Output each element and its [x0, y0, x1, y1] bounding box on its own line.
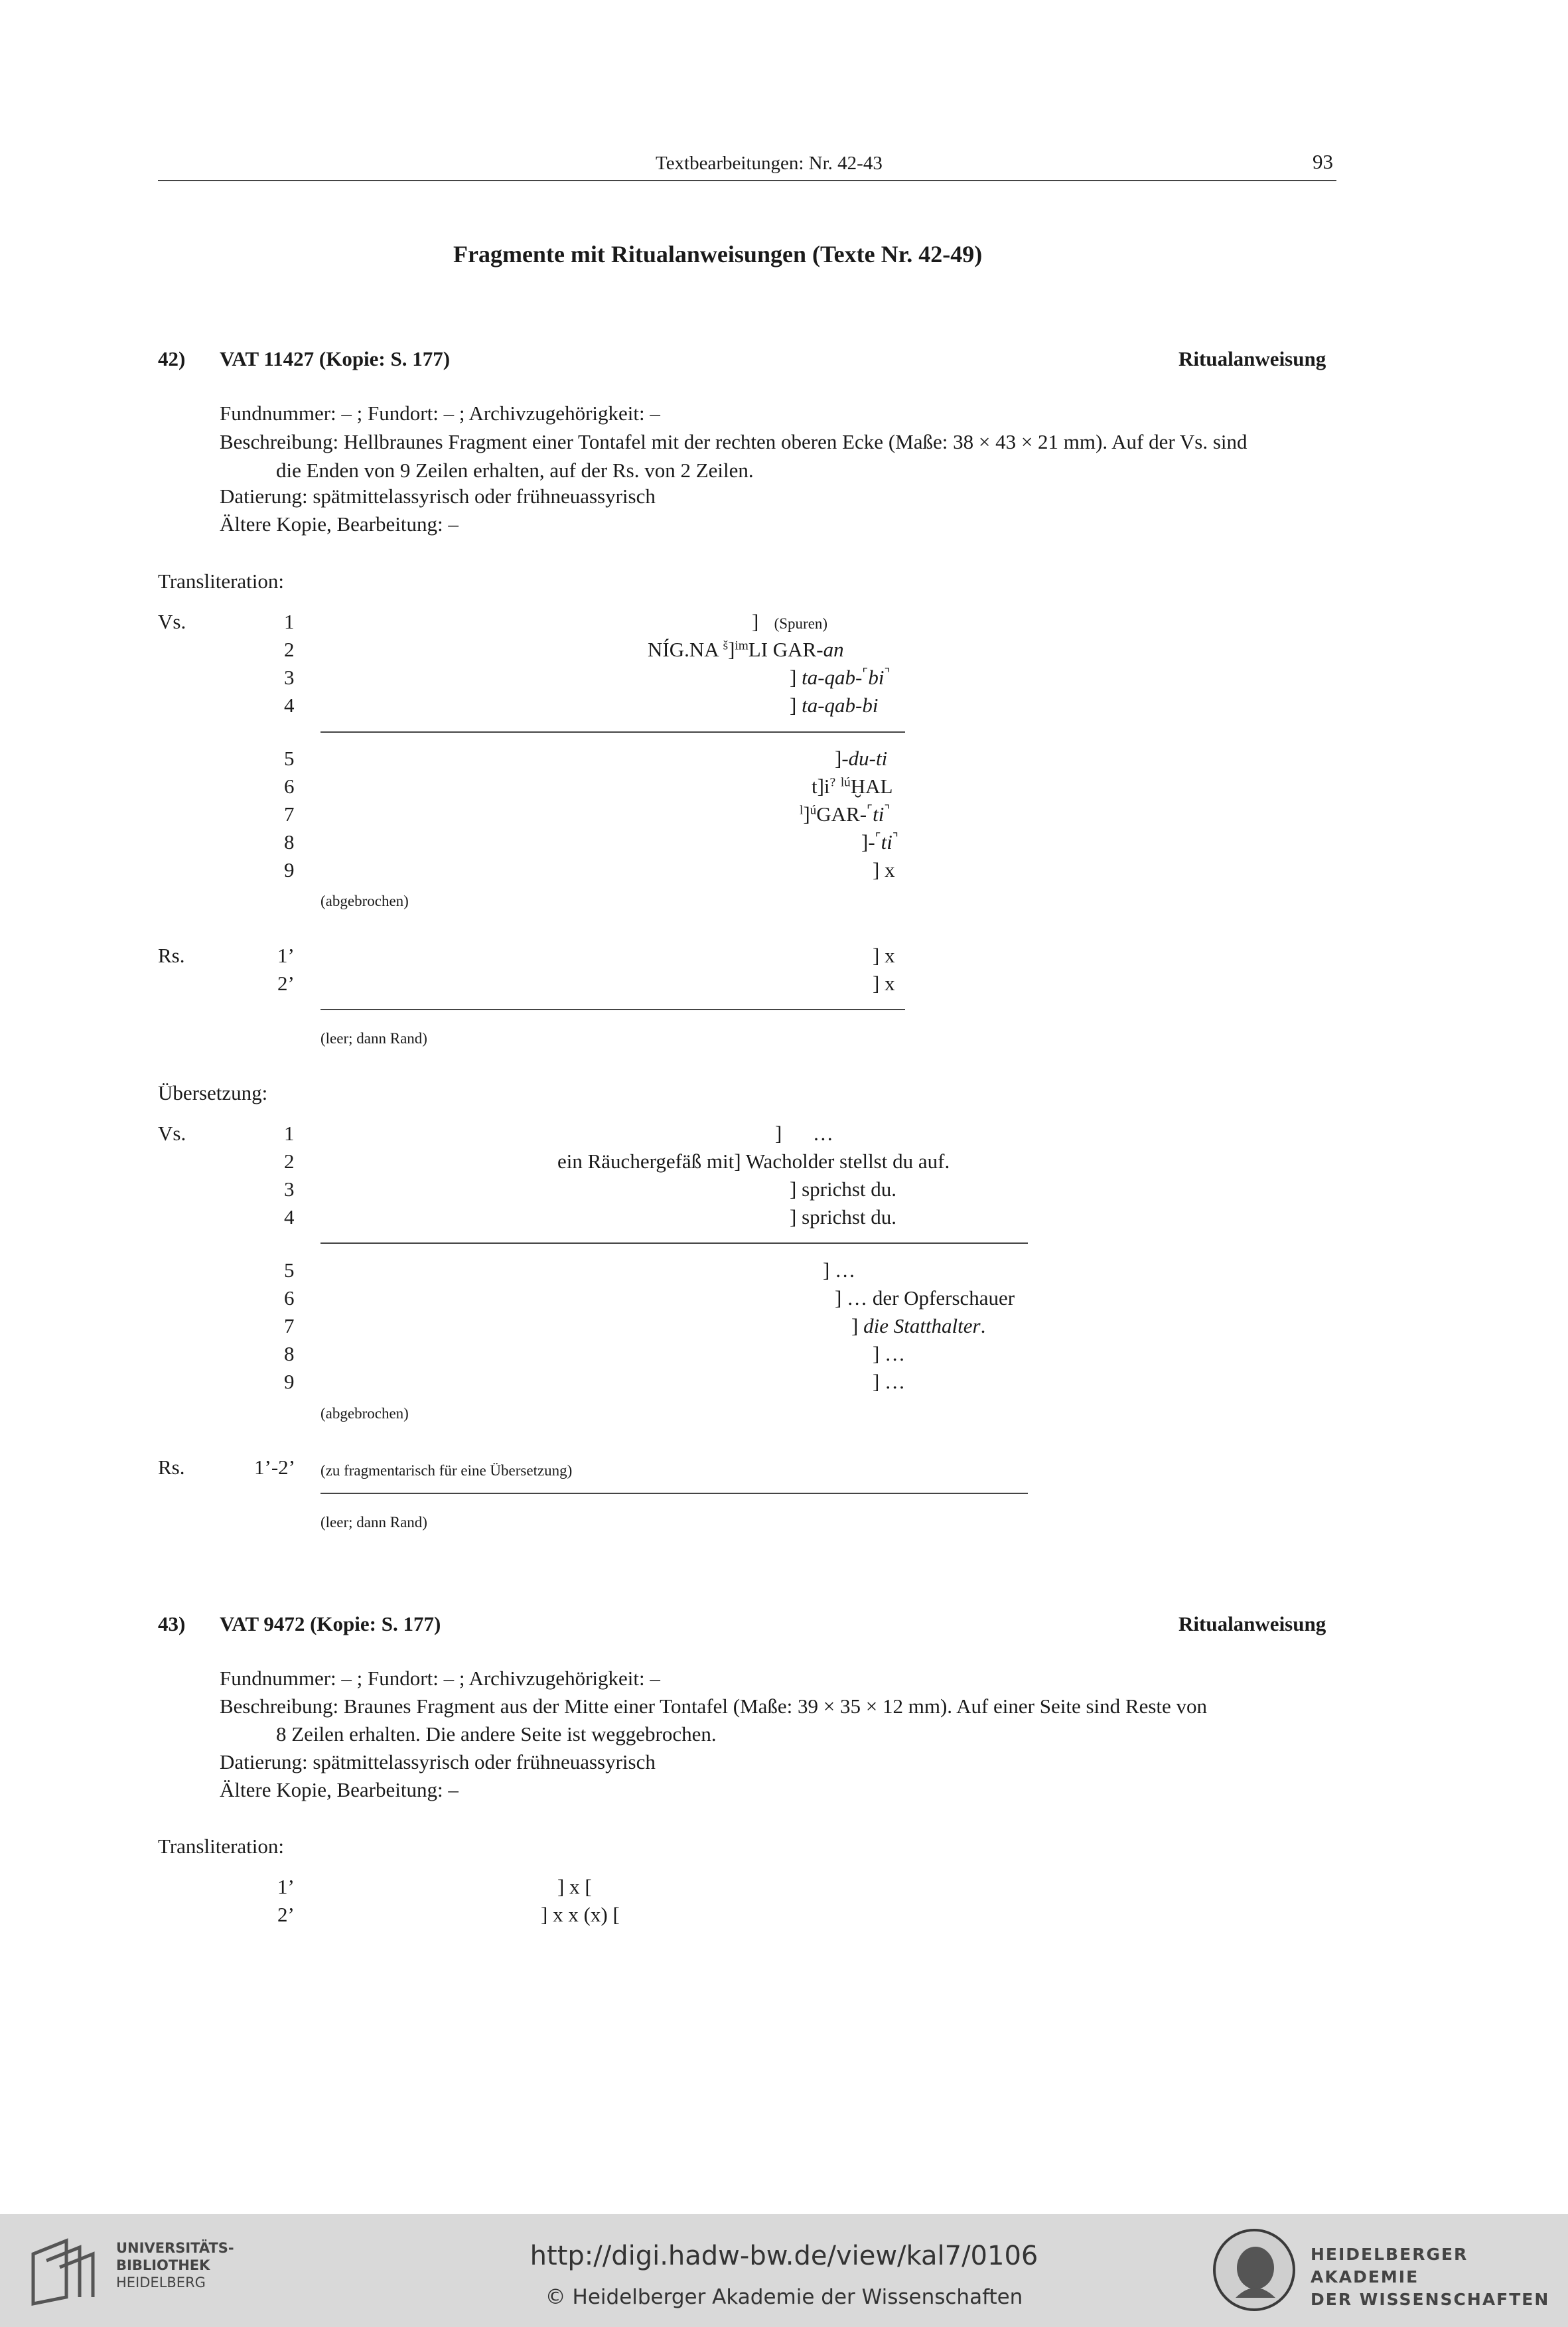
page-number: 93 — [1313, 150, 1333, 173]
translation-line: ] … — [775, 1122, 833, 1145]
translit-line: ] x — [873, 944, 895, 967]
text-segment: . — [980, 1314, 986, 1337]
line-number: 4 — [284, 1205, 295, 1229]
line-number: 4 — [284, 694, 295, 717]
academy-seal-logo — [1213, 2229, 1295, 2311]
translit-line: NÍG.NA $^š$]$^{im}$LI GAR-an — [648, 638, 844, 661]
academy-name-line-1: HEIDELBERGER AKADEMIE — [1311, 2245, 1468, 2287]
line-number: 9 — [284, 858, 295, 881]
section-divider — [321, 1493, 1028, 1494]
edge-note: (leer; dann Rand) — [321, 1030, 427, 1047]
fragmentary-note: (zu fragmentarisch für eine Übersetzung) — [321, 1462, 573, 1479]
line-number: 6 — [284, 1286, 295, 1310]
translit-line: ]-⌜ti⌝ — [861, 830, 898, 854]
text-43-genre: Ritualanweisung — [1178, 1612, 1326, 1635]
broken-note: (abgebrochen) — [321, 893, 409, 909]
text-43-beschreibung: Beschreibung: Braunes Fragment aus der Mitte einer Tontafel (Maße: 39 × 35 × 12 mm). Auf einer Seite sind Reste von — [220, 1694, 1208, 1718]
line-number: 7 — [284, 802, 295, 826]
translation-line: ] sprichst du. — [790, 1177, 897, 1201]
text-42-title: VAT 11427 (Kopie: S. 177) — [220, 347, 451, 370]
text-43-datierung: Datierung: spätmittelassyrisch oder frühneuassyrisch — [220, 1750, 656, 1773]
translit-line: ] ta-qab-⌜bi⌝ — [790, 666, 891, 689]
vs-label: Vs. — [158, 1122, 186, 1145]
translit-line: ] x — [873, 858, 895, 881]
translit-line: ] x x (x) [ — [541, 1903, 620, 1926]
section-title: Fragmente mit Ritualanweisungen (Texte Nr. 42-49) — [453, 241, 983, 267]
translation-line: ] … — [873, 1370, 906, 1393]
line-number: 1’ — [277, 1875, 295, 1898]
text-42-fund: Fundnummer: – ; Fundort: – ; Archivzugehörigkeit: – — [220, 402, 660, 425]
line-number: 9 — [284, 1370, 295, 1393]
line-number: 2’ — [277, 1903, 295, 1926]
translit-line: ] ta-qab-bi — [790, 694, 879, 717]
text-43-title: VAT 9472 (Kopie: S. 177) — [220, 1612, 441, 1635]
line-number: 2 — [284, 638, 295, 661]
translit-line: ] (Spuren) — [752, 610, 828, 633]
rs-label: Rs. — [158, 944, 185, 967]
text-43-fund: Fundnummer: – ; Fundort: – ; Archivzugehörigkeit: – — [220, 1667, 660, 1690]
text-42-beschreibung-cont: die Enden von 9 Zeilen erhalten, auf der Rs. von 2 Zeilen. — [276, 459, 754, 482]
text-43-beschreibung-cont: 8 Zeilen erhalten. Die andere Seite ist weggebrochen. — [276, 1722, 717, 1746]
text-segment: ] — [851, 1314, 864, 1337]
translit-line: ] x [ — [557, 1875, 592, 1898]
line-number: 1 — [284, 1122, 295, 1145]
section-divider — [321, 1009, 905, 1010]
rs-label: Rs. — [158, 1456, 185, 1479]
line-number: 2’ — [277, 972, 295, 995]
line-number: 1 — [284, 610, 295, 633]
transliteration-label: Transliteration: — [158, 1835, 285, 1858]
translit-line: ]-du-ti — [835, 747, 888, 770]
line-number: 6 — [284, 775, 295, 798]
translit-line: t]i? $^{lú}$ḪAL — [812, 775, 893, 798]
text-43-number: 43) — [158, 1612, 186, 1635]
translation-line: ] … der Opferschauer — [835, 1286, 1015, 1310]
text-43-kopie: Ältere Kopie, Bearbeitung: – — [220, 1778, 459, 1801]
line-number: 5 — [284, 1258, 295, 1282]
translation-line: ] sprichst du. — [790, 1205, 897, 1229]
ub-line-1: UNIVERSITÄTS- — [116, 2240, 234, 2256]
ub-line-3: HEIDELBERG — [116, 2275, 206, 2290]
uebersetzung-label: Übersetzung: — [158, 1081, 268, 1104]
portrait-icon — [1216, 2231, 1293, 2308]
line-number: 2 — [284, 1150, 295, 1173]
text-42-number: 42) — [158, 347, 186, 370]
line-number: 1’-2’ — [254, 1456, 295, 1479]
translation-line — [851, 1314, 985, 1338]
text-segment: die Statthalter — [863, 1314, 981, 1337]
translit-line: ] x — [873, 972, 895, 995]
header-rule — [158, 180, 1336, 181]
translation-line: ] … — [823, 1258, 856, 1282]
text-42-beschreibung: Beschreibung: Hellbraunes Fragment einer Tontafel mit der rechten oberen Ecke (Maße: 38 × 43 × 21 mm). Auf der Vs. sind — [220, 430, 1247, 453]
translation-line: ein Räuchergefäß mit] Wacholder stellst du auf. — [557, 1150, 950, 1173]
translation-line: ] … — [873, 1342, 906, 1365]
spuren-note: (Spuren) — [774, 615, 828, 632]
section-divider — [321, 731, 905, 733]
copyright-text: © Heidelberger Akademie der Wissenschaften — [545, 2285, 1023, 2309]
line-number: 7 — [284, 1314, 295, 1337]
academy-name-line-2: DER WISSENSCHAFTEN — [1311, 2290, 1550, 2309]
footer-bar — [0, 2214, 1568, 2327]
edge-note: (leer; dann Rand) — [321, 1514, 427, 1531]
running-title: Textbearbeitungen: Nr. 42-43 — [656, 153, 883, 174]
line-number: 5 — [284, 747, 295, 770]
section-divider — [321, 1242, 1028, 1244]
translit-line: $^l$]$^ú$GAR-⌜ti⌝ — [800, 802, 891, 826]
broken-note: (abgebrochen) — [321, 1405, 409, 1422]
text-42-genre: Ritualanweisung — [1178, 347, 1326, 370]
source-url-link[interactable]: http://digi.hadw-bw.de/view/kal7/0106 — [530, 2241, 1038, 2271]
vs-label: Vs. — [158, 610, 186, 633]
line-number: 8 — [284, 830, 295, 854]
line-number: 8 — [284, 1342, 295, 1365]
line-number: 3 — [284, 1177, 295, 1201]
text-42-kopie: Ältere Kopie, Bearbeitung: – — [220, 512, 459, 536]
line-number: 1’ — [277, 944, 295, 967]
text-42-datierung: Datierung: spätmittelassyrisch oder frühneuassyrisch — [220, 485, 656, 508]
ub-line-2: BIBLIOTHEK — [116, 2257, 210, 2273]
line-number: 3 — [284, 666, 295, 689]
transliteration-label: Transliteration: — [158, 569, 285, 593]
